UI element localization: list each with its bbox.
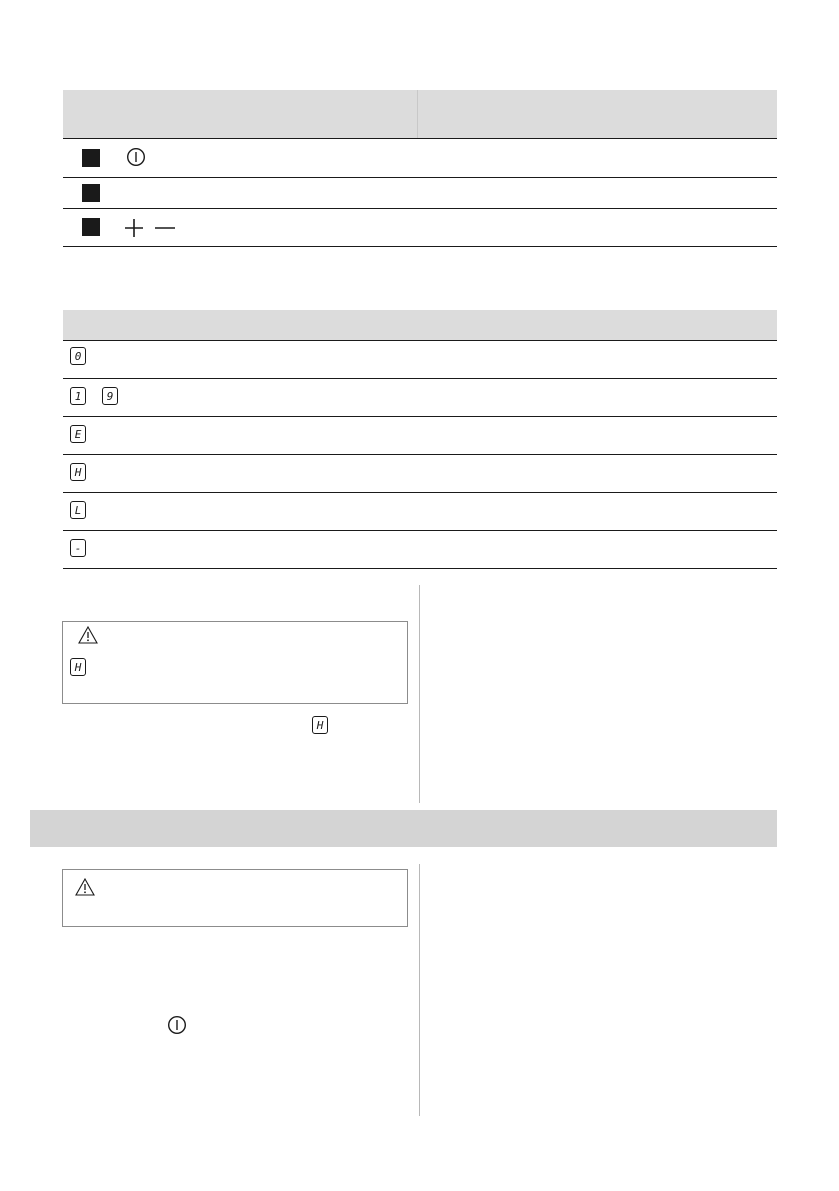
display-table-header xyxy=(63,310,777,340)
plus-icon xyxy=(123,217,145,239)
table-rule xyxy=(63,568,777,569)
warning-box xyxy=(62,869,408,927)
table-rule xyxy=(63,530,777,531)
display-digit-indicator: 9 xyxy=(102,387,118,405)
table-rule xyxy=(63,378,777,379)
inline-display-digit-indicator: H xyxy=(312,716,328,734)
warning-triangle-icon xyxy=(75,878,95,896)
display-digit-indicator: 0 xyxy=(70,347,86,365)
table-rule xyxy=(63,492,777,493)
column-divider xyxy=(419,864,420,1116)
column-divider xyxy=(419,585,420,803)
table-rule xyxy=(63,340,777,341)
controls-table-header-divider xyxy=(417,90,418,138)
warning-box xyxy=(62,621,408,704)
table-rule xyxy=(63,177,777,178)
warning-triangle-icon xyxy=(78,626,98,644)
section-heading-band xyxy=(30,810,777,847)
display-digit-indicator: E xyxy=(70,425,86,443)
display-digit-indicator: H xyxy=(70,463,86,481)
minus-icon xyxy=(154,217,176,239)
power-icon xyxy=(166,1014,188,1036)
power-icon xyxy=(125,146,147,168)
black-square-swatch xyxy=(82,184,100,202)
table-rule xyxy=(63,454,777,455)
display-digit-indicator: H xyxy=(70,658,86,676)
table-rule xyxy=(63,246,777,247)
table-rule xyxy=(63,416,777,417)
display-digit-indicator: 1 xyxy=(70,387,86,405)
controls-table-header xyxy=(63,90,777,138)
table-rule xyxy=(63,138,777,139)
display-digit-indicator: L xyxy=(70,501,86,519)
black-square-swatch xyxy=(82,218,100,236)
display-digit-indicator: - xyxy=(70,539,86,557)
black-square-swatch xyxy=(82,149,100,167)
table-rule xyxy=(63,208,777,209)
